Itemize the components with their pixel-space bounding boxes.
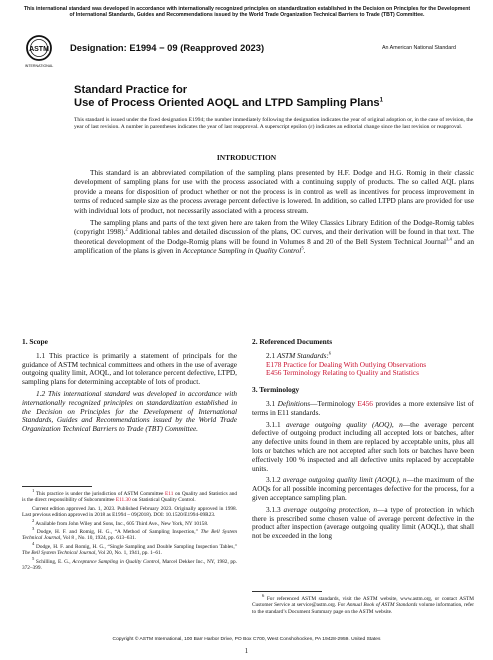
document-title (74, 84, 383, 110)
footnote-6: $^6$ For referenced ASTM standards, visit the ASTM website, www.astm.org, or contact ASTM Customer Service at service@astm.org. For Annual Book of ASTM Standards volume information, refer to the standard’s Document Summary page on the ASTM website. (252, 593, 474, 615)
footnote-2: $^2$ Available from John Wiley and Sons, Inc., 605 Third Ave., New York, NY 10158. (32, 517, 209, 527)
introduction-heading: INTRODUCTION (216, 153, 277, 162)
e11-30-link[interactable]: E11.30 (115, 497, 131, 504)
footnotes-left (22, 486, 237, 573)
scope-paragraph-1: 1.1 This practice is primarily a statement of principals for the guidance of ASTM technical committees and others in the use of average outgoing quality limit, AOQL, and lot tolerance percent defective, LTPD, sampling plans for determining acceptable of lots of product. (22, 350, 237, 387)
footnote-5: $^5$ Schilling, E. G., Acceptance Sampling in Quality Control, Marcel Dekker Inc., NY, 1982, pp. 372–399. (22, 555, 238, 572)
issued-note: This standard is issued under the fixed designation E1994; the number immediately following the designation indicates the year of original adoption or, in the case of revision, the year of last revision. A number in parentheses indicates the year of last reapproval. A superscript epsilon (ε) indicates an editorial change since the last revision or reapproval. (74, 117, 474, 130)
right-column (252, 338, 474, 541)
terminology-heading: 3. Terminology (252, 385, 300, 395)
terminology-3-1-1: 3.1.1 average outgoing quality (AOQ), n—the average percent defective of outgoing product including all accepted lots or batches, after any defective units found in them are replaced by acceptable units, plus all lots or batches which are not accepted after such lots or batches have been effectively 100 % inspected and all defective units replaced by acceptable units. (252, 419, 474, 473)
footnote-divider (22, 486, 92, 487)
scope-paragraph-2: 1.2 This international standard was developed in accordance with internationally recognized principles on standardization established in the Decision on Principles for the Development of International Standards, Guides and Recommendations issued by the World Trade Organization Technical Barriers to Trade (TBT) Committee. (22, 388, 237, 434)
e456-link-2[interactable]: E456 (357, 398, 373, 408)
astm-logo (24, 34, 54, 70)
refdocs-intro: 2.1 ASTM Standards:$^6$ (266, 350, 332, 360)
title-line-1: Standard Practice for (74, 84, 188, 96)
footnotes-right (252, 591, 474, 617)
copyright-line: Copyright © ASTM International, 100 Barr Harbor Drive, PO Box C700, West Conshohocken, PA 19428-2959. United States (112, 637, 381, 642)
ans-label: An American National Standard (382, 45, 456, 51)
referenced-documents-heading: 2. Referenced Documents (252, 337, 333, 346)
wto-notice: This international standard was developed in accordance with internationally recognized principles on standardization established in the Decision on Principles for the Development of International Standards, Guides and Recommendations issued by the World Trade Organization Technical Barriers to Trade (TBT) Committee. (23, 6, 471, 19)
terminology-3-1-2: 3.1.2 average outgoing quality limit (AOQL), n—the maximum of the AOQs for all possible incoming percentages defective for the process, for a given acceptance sampling plan. (252, 475, 474, 502)
e178-link[interactable]: E178 (266, 359, 282, 369)
intro-paragraph-1: This standard is an abbreviated compilation of the sampling plans presented by H.F. Dodge and H.G. Romig in their classic development of sampling plans for use with the process associated with a continuing supply of products. The so called AQL plans provide a means for disposition of product whether or not the process is in control as well as incentives for process improvement in terms of reduced sample size as the process average percent defective is lowered. In addition, so called LTPD plans are provided for use with individual lots of product, not necessarily associated with a process stream. (74, 168, 474, 215)
footnote-3: $^3$ Dodge, H. F. and Romig, H. G., “A Method of Sampling Inspection,” The Bell System Technical Journal, Vol 8 , No. 10, 1924, pp. 613–631. (22, 526, 237, 542)
intro-paragraph-2: The sampling plans and parts of the text given here are taken from the Wiley Classics Library Edition of the Dodge-Romig tables (copyright 1998).$^2$ Additional tables and detailed discussion of the plans, OC curves, and their derivation will be found in that text. The theoretical development of the Dodge-Romig plans will be found in Volumes 8 and 20 of the Bell System Technical Journal$^{3,4}$ and an amplification of the plans is given in Acceptance Sampling in Quality Control$^5$. (74, 218, 474, 256)
designation: Designation: E1994 − 09 (Reapproved 2023) (70, 42, 265, 53)
e11-link[interactable]: E11 (165, 491, 174, 497)
page-number: 1 (244, 648, 249, 655)
footnote-1-edition: Current edition approved Jan. 1, 2023. Published February 2023. Originally approved in 1998. Last previous edition approved in 2018 as E1994 – 09(2018). DOI: 10.1520/E1994-09R23. (22, 505, 237, 519)
footnote-1: $^1$ This practice is under the jurisdiction of ASTM Committee E11 on Quality and Statistics and is the direct responsibility of Subcommittee E11.30 on Statistical Quality Control. (22, 488, 237, 504)
standard-e178: E178 Practice for Dealing With Outlying Observations (266, 359, 427, 369)
scope-heading: 1. Scope (22, 337, 48, 346)
svg-text:ASTM: ASTM (29, 46, 49, 53)
footnote-divider-right (252, 591, 322, 592)
svg-text:INTERNATIONAL: INTERNATIONAL (24, 64, 54, 68)
left-column (22, 338, 237, 434)
e456-link[interactable]: E456 (266, 368, 282, 378)
standard-e456: E456 Terminology Relating to Quality and Statistics (266, 368, 419, 378)
terminology-3-1: 3.1 Definitions—Terminology E456 provides a more extensive list of terms in E11 standards. (252, 398, 474, 417)
terminology-3-1-3: 3.1.3 average outgoing protection, n—a type of protection in which there is prescribed some chosen value of average percent defective in the product after inspection (average outgoing quality limit (AOQL), that shall not be exceeded in the long (252, 504, 474, 541)
footnote-4: $^4$ Dodge, H. F. and Romig, H. G., “Single Sampling and Double Sampling Inspection Tables,” The Bell System Technical Journal, Vol 20, No. 1, 1941, pp. 1–61. (22, 541, 238, 557)
introduction-body (74, 168, 474, 256)
title-line-2: Use of Process Oriented AOQL and LTPD Sampling Plans$^1$ (74, 96, 383, 109)
